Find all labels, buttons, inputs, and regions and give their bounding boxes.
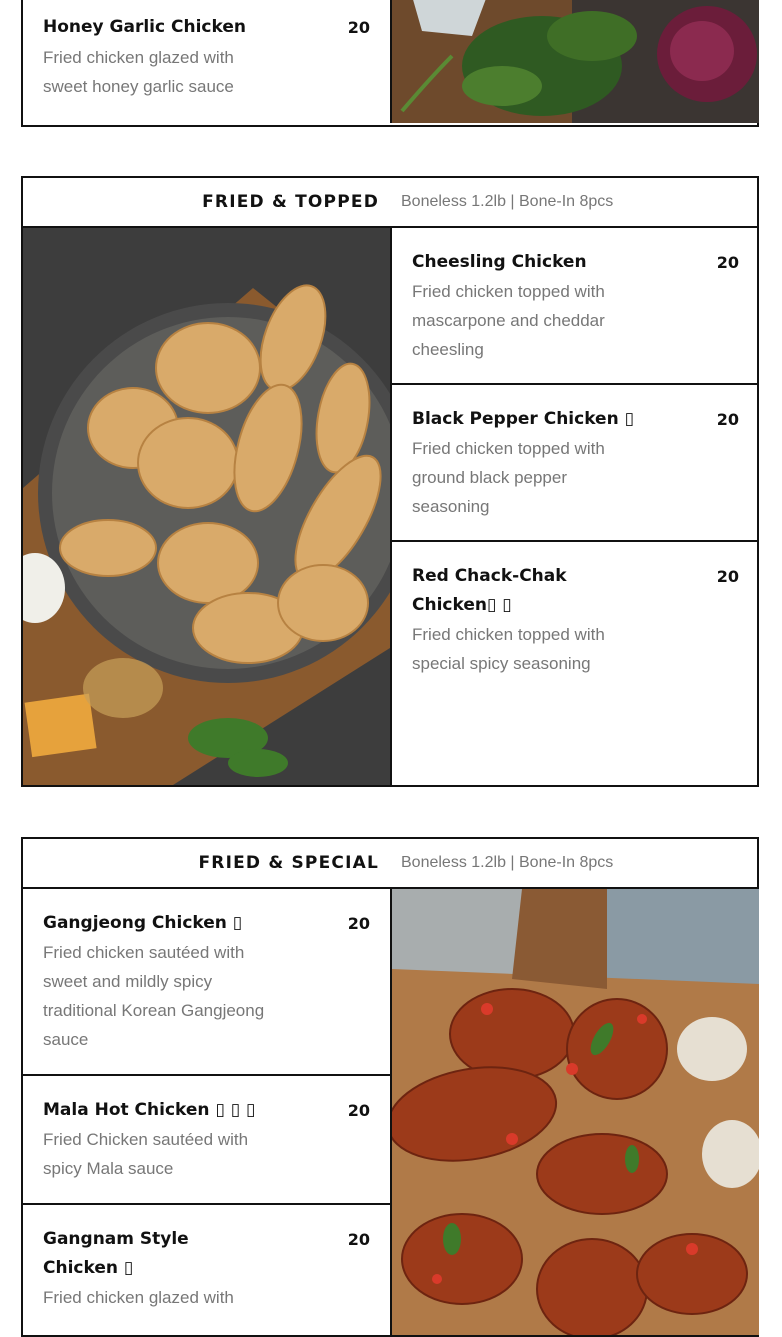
item-name: Red Chack-Chak Chicken▯ ▯ (412, 566, 567, 615)
menu-section-fried-special (21, 837, 759, 1337)
section-header (23, 839, 757, 889)
menu-item-mala-hot[interactable] (23, 1076, 392, 1205)
menu-item-gangnam-style[interactable] (23, 1205, 392, 1335)
menu-section-fried-topped (21, 176, 759, 787)
menu-item-black-pepper[interactable] (392, 385, 759, 542)
item-price: 20 (347, 18, 370, 37)
item-description: Fried chicken topped with mascarpone and cheddar cheesling (412, 282, 605, 359)
item-name: Cheesling Chicken (412, 252, 587, 272)
section-subtitle: Boneless 1.2lb | Bone-In 8pcs (401, 854, 614, 871)
item-name: Mala Hot Chicken ▯ ▯ ▯ (43, 1100, 256, 1120)
food-photo-spicy-chicken (392, 889, 759, 1335)
item-price: 20 (716, 567, 739, 586)
item-price: 20 (716, 253, 739, 272)
food-photo-salad (392, 0, 759, 123)
section-header (23, 178, 757, 228)
menu-item-red-chack-chak[interactable] (392, 542, 759, 785)
item-name: Honey Garlic Chicken (43, 17, 246, 37)
item-price: 20 (347, 914, 370, 933)
menu-item-gangjeong[interactable] (23, 889, 392, 1076)
item-description: Fried chicken sautéed with sweet and mildly spicy traditional Korean Gangjeong sauce (43, 943, 265, 1049)
item-price: 20 (347, 1230, 370, 1249)
item-description: Fried chicken glazed with sweet honey garlic sauce (43, 48, 234, 96)
menu-item-honey-garlic[interactable] (23, 0, 392, 123)
section-subtitle: Boneless 1.2lb | Bone-In 8pcs (401, 193, 614, 210)
item-description: Fried Chicken sautéed with spicy Mala sauce (43, 1130, 249, 1178)
item-name: Black Pepper Chicken ▯ (412, 409, 634, 429)
item-name: Gangjeong Chicken ▯ (43, 913, 243, 933)
section-title: FRIED & TOPPED (202, 192, 379, 212)
item-description: Fried chicken glazed with (43, 1288, 234, 1307)
item-name: Gangnam Style Chicken ▯ (43, 1229, 189, 1278)
menu-section-top (21, 0, 759, 127)
item-description: Fried chicken topped with ground black pepper seasoning (412, 439, 605, 516)
item-price: 20 (347, 1101, 370, 1120)
section-title: FRIED & SPECIAL (198, 853, 379, 873)
menu-item-cheesling[interactable] (392, 228, 759, 385)
food-photo-cheesling (23, 228, 392, 785)
item-price: 20 (716, 410, 739, 429)
item-description: Fried chicken topped with special spicy seasoning (412, 625, 605, 673)
